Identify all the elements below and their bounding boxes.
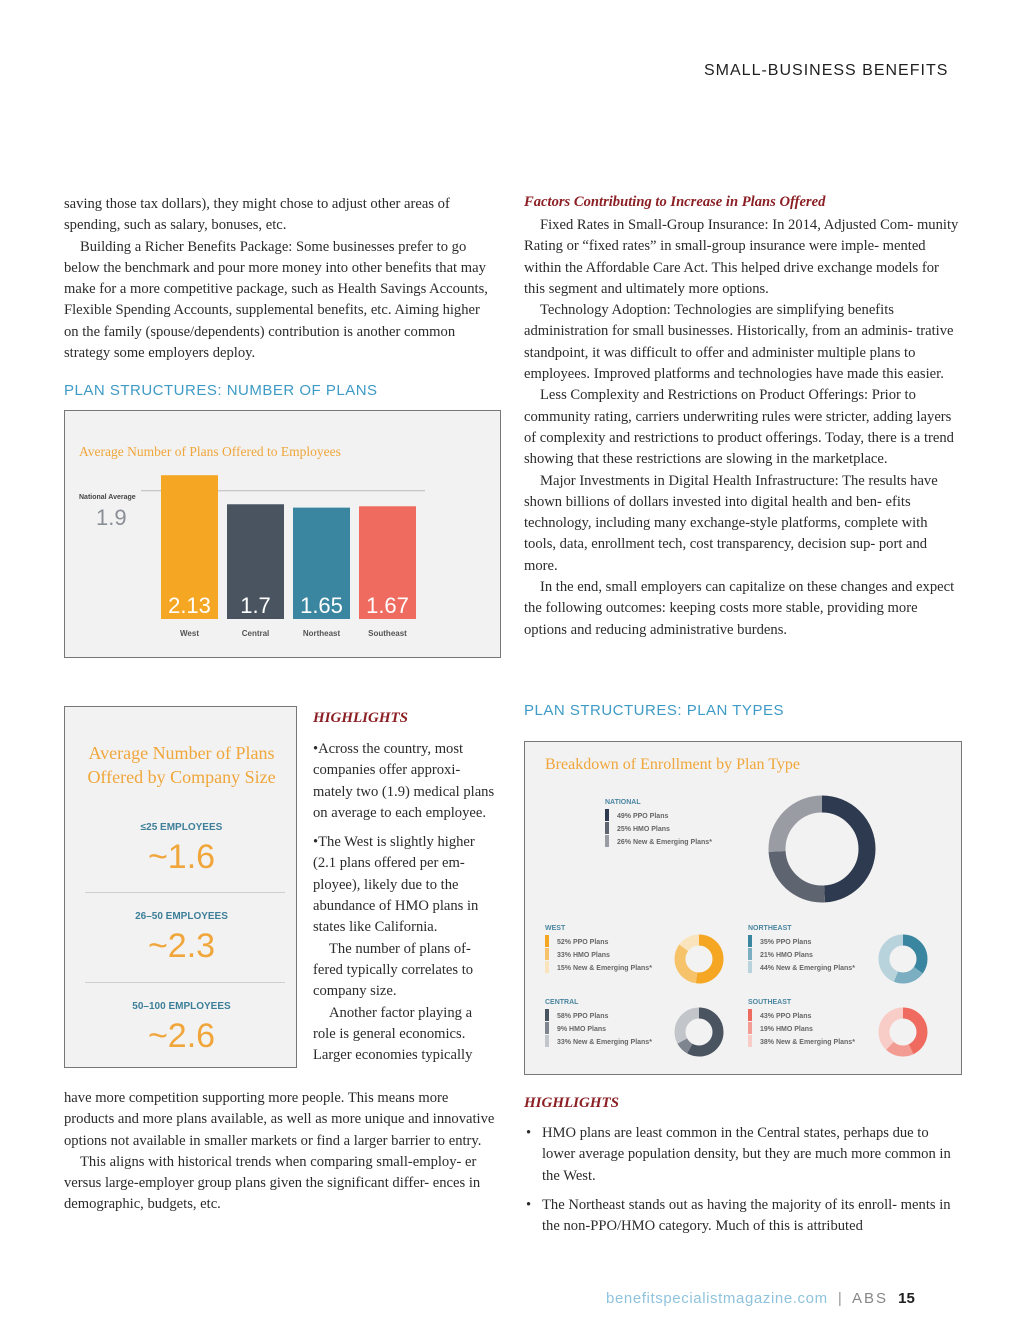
size-value: ~2.3 <box>147 927 216 965</box>
legend-swatch <box>748 1035 752 1047</box>
left-column-text <box>64 194 498 364</box>
legend-entry: 15% New & Emerging Plans* <box>557 965 652 972</box>
left-bottom-text <box>64 1088 498 1216</box>
legend-entry: 33% New & Emerging Plans* <box>557 1039 652 1046</box>
divider <box>85 982 285 983</box>
size-label: 26–50 EMPLOYEES <box>135 911 228 922</box>
footer-brand: ABS <box>851 1290 888 1307</box>
legend-swatch <box>748 961 752 973</box>
legend-swatch <box>545 1035 549 1047</box>
donut-panel-central <box>545 999 718 1051</box>
size-label: ≤25 EMPLOYEES <box>140 822 223 833</box>
bar-value-label: 1.7 <box>240 593 271 618</box>
category-label: Southeast <box>368 629 407 638</box>
list-item: • The Northeast stands out as having the majority of its enroll- ments in the non-PPO/HMO category. Much of this is attributed <box>524 1195 960 1238</box>
bar-chart-figure <box>64 410 501 658</box>
footer-site: benefitspecialistmagazine.com <box>606 1290 828 1307</box>
legend-entry: 58% PPO Plans <box>557 1013 609 1020</box>
region-label: CENTRAL <box>545 999 579 1006</box>
legend-entry: 43% PPO Plans <box>760 1013 812 1020</box>
paragraph: In the end, small employers can capitalize on these changes and expect the following outcomes: keeping costs more stable, providing more options and reducing administrative burdens. <box>524 579 955 638</box>
highlights-2-list <box>524 1123 960 1245</box>
section-heading-number-of-plans: PLAN STRUCTURES: NUMBER OF PLANS <box>64 382 378 399</box>
paragraph: Building a Richer Benefits Package: Some businesses prefer to go below the benchmark and pour more money into other benefits that may make for a more competitive package, such as Health Savings Accounts, Flexible Spending Accounts, supplemental benefits, etc. Aiming higher on the family (spouse/dependents) contribution is another common strategy some employers deploy. <box>64 238 488 362</box>
donut-panels <box>545 799 922 1051</box>
highlight-bullet: •Across the country, most companies offer approxi- mately two (1.9) medical plans on average to each employee. <box>313 741 495 821</box>
donut-panel-west <box>545 925 718 978</box>
legend-swatch <box>545 948 549 960</box>
legend-entry: 25% HMO Plans <box>617 826 670 833</box>
size-value: ~2.6 <box>147 1017 216 1055</box>
footer-separator: | <box>837 1290 842 1307</box>
region-label: NATIONAL <box>605 799 641 806</box>
legend-entry: 38% New & Emerging Plans* <box>760 1039 855 1046</box>
region-label: NORTHEAST <box>748 925 792 932</box>
legend-entry: 52% PPO Plans <box>557 939 609 946</box>
reference-line-value: 1.9 <box>96 505 127 530</box>
bar-value-label: 1.65 <box>300 593 343 618</box>
legend-swatch <box>605 835 609 847</box>
legend-swatch <box>748 935 752 947</box>
list-item: • HMO plans are least common in the Central states, perhaps due to lower average population density, but they are much more common in the West. <box>524 1123 960 1187</box>
highlights-1-text <box>313 739 496 1066</box>
company-size-title <box>65 741 298 789</box>
legend-entry: 49% PPO Plans <box>617 813 669 820</box>
page-number: 15 <box>898 1290 915 1307</box>
reference-line-label: National Average <box>79 494 136 501</box>
region-label: WEST <box>545 925 566 932</box>
highlights-title: HIGHLIGHTS <box>313 710 409 726</box>
paragraph: Less Complexity and Restrictions on Product Offerings: Prior to community rating, carriers underwriting rules were stricter, adding layers of complexity and restrictions to product offerings. Today, there is a trend showing that these restrictions are slowing in the marketplace. <box>524 387 954 468</box>
legend-swatch <box>545 961 549 973</box>
legend-entry: 44% New & Emerging Plans* <box>760 965 855 972</box>
legend-entry: 26% New & Emerging Plans* <box>617 839 712 846</box>
legend-swatch <box>545 1022 549 1034</box>
legend-swatch <box>748 1009 752 1021</box>
right-column-text <box>524 215 960 641</box>
bar-value-label: 1.67 <box>366 593 409 618</box>
divider <box>85 892 285 893</box>
paragraph: Major Investments in Digital Health Infrastructure: The results have shown billions of dollars invested into digital health and ben- efits technology, including many exchange-style platforms, complete with tools, data, enrollment tech, cost transparency, decision sup- port and more. <box>524 472 938 574</box>
region-label: SOUTHEAST <box>748 999 792 1006</box>
legend-swatch <box>545 935 549 947</box>
legend-swatch <box>545 1009 549 1021</box>
plan-type-chart <box>525 742 963 1076</box>
category-label: West <box>180 629 199 638</box>
legend-entry: 35% PPO Plans <box>760 939 812 946</box>
bars-group <box>161 475 416 638</box>
legend-entry: 9% HMO Plans <box>557 1026 607 1033</box>
paragraph: Another factor playing a role is general economics. Larger economies typically <box>313 1004 473 1064</box>
legend-swatch <box>605 822 609 834</box>
chart-title: Breakdown of Enrollment by Plan Type <box>545 756 800 773</box>
size-value: ~1.6 <box>147 838 216 876</box>
section-heading-plan-types: PLAN STRUCTURES: PLAN TYPES <box>524 702 784 719</box>
company-size-title-line: Offered by Company Size <box>87 767 276 787</box>
paragraph: Fixed Rates in Small-Group Insurance: In 2014, Adjusted Com- munity Rating or “fixed rates” in small-group insurance were imple- mented within the Affordable Care Act. This helped drive exchange models for this segment and ultimately more options. <box>524 217 959 297</box>
legend-entry: 19% HMO Plans <box>760 1026 813 1033</box>
legend-entry: 33% HMO Plans <box>557 952 610 959</box>
paragraph: saving those tax dollars), they might chose to adjust other areas of spending, such as salary, bonuses, etc. <box>64 196 450 234</box>
donut-panel-southeast <box>748 999 922 1051</box>
donut-panel-national <box>605 799 867 894</box>
chart-title: Average Number of Plans Offered to Employees <box>79 444 341 459</box>
highlight-bullet: •The West is slightly higher (2.1 plans offered per em- ployee), likely due to the abundance of HMO plans in states like California. <box>313 834 479 936</box>
size-label: 50–100 EMPLOYEES <box>132 1001 231 1012</box>
highlights-title: HIGHLIGHTS <box>524 1095 620 1111</box>
legend-swatch <box>748 1022 752 1034</box>
bar-chart <box>65 411 502 659</box>
paragraph: have more competition supporting more people. This means more products and more plans available, as well as more unique and innovative options not available in smaller markets or find a larger barrier to entry. <box>64 1090 495 1149</box>
plan-type-figure <box>524 741 962 1075</box>
legend-entry: 21% HMO Plans <box>760 952 813 959</box>
paragraph: This aligns with historical trends when comparing small-employ- er versus large-employer group plans given the significant differ- ences in demographic, budgets, etc. <box>64 1153 481 1213</box>
right-column-subheading: Factors Contributing to Increase in Plans Offered <box>524 194 826 210</box>
paragraph: The number of plans of- fered typically correlates to company size. <box>313 940 474 1000</box>
category-label: Northeast <box>302 629 341 638</box>
company-size-box <box>64 706 297 1068</box>
legend-swatch <box>748 948 752 960</box>
paragraph: Technology Adoption: Technologies are simplifying benefits administration for small businesses. Historically, from an adminis- trative standpoint, it was difficult to offer and administer multiple plans to employees. Improved platforms and technologies have made this easier. <box>524 302 954 383</box>
company-size-title-line: Average Number of Plans <box>88 743 275 763</box>
footer <box>606 1290 915 1307</box>
category-label: Central <box>241 629 270 638</box>
bar-value-label: 2.13 <box>168 593 211 618</box>
section-header: SMALL-BUSINESS BENEFITS <box>704 62 949 79</box>
donut-panel-northeast <box>748 925 922 978</box>
legend-swatch <box>605 809 609 821</box>
